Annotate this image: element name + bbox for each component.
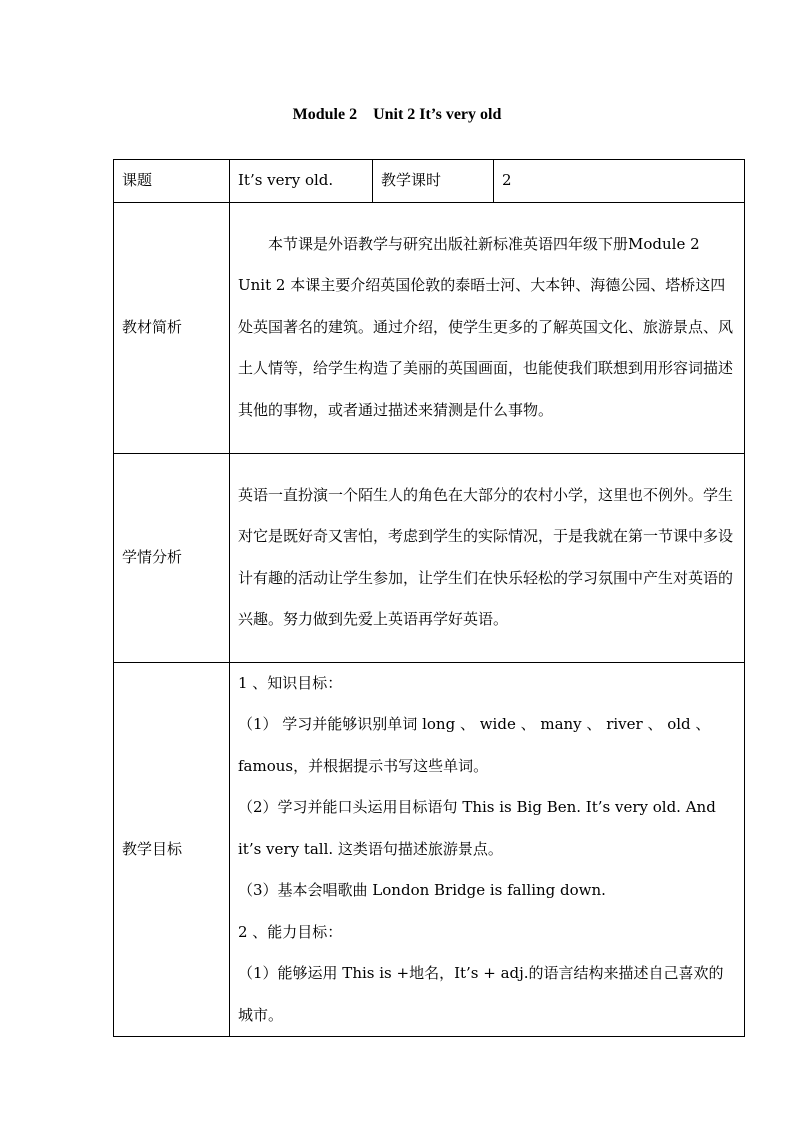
hours-value: 2 [494, 160, 745, 203]
table-row-teaching-goals [114, 662, 745, 1037]
learner-analysis-cell [230, 453, 745, 662]
goal-line: 1 、知识目标： [238, 673, 343, 692]
topic-value: It’s very old. [230, 160, 373, 203]
hours-label: 教学课时 [373, 160, 494, 203]
document-title: Module 2 Unit 2 It’s very old [292, 106, 502, 123]
table-row-learner-analysis [114, 453, 745, 662]
learner-analysis-label: 学情分析 [114, 453, 230, 662]
textbook-analysis-label: 教材简析 [114, 202, 230, 453]
learner-analysis-text: 英语一直扮演一个陌生人的角色在大部分的农村小学，这里也不例外。学生对它是既好奇又害怕，考虑到学生的实际情况，于是我就在第一节课中多设计有趣的活动让学生参加，让学生们在快乐轻松的学习氛围中产生对英语的兴趣。努力做到先爱上英语再学好英语。 [238, 485, 734, 628]
goal-line: （3）基本会唱歌曲 London Bridge is falling down. [238, 881, 606, 899]
goal-line: 2 、能力目标： [238, 922, 343, 941]
topic-label: 课题 [114, 160, 230, 203]
goal-line: （2）学习并能口头运用目标语句 This is Big Ben. It’s very old. And it’s very tall. 这类语句描述旅游景点。 [238, 798, 716, 858]
textbook-analysis-text: 本节课是外语教学与研究出版社新标准英语四年级下册Module 2 Unit 2 本课主要介绍英国伦敦的泰晤士河、大本钟、海德公园、塔桥这四处英国著名的建筑。通过介绍，使学生更多的了解英国文化、旅游景点、风土人情等，给学生构造了美丽的英国画面，也能使我们联想到用形容词描述其他的事物，或者通过描述来猜测是什么事物。 [238, 234, 734, 419]
table-row-topic [114, 160, 745, 203]
textbook-analysis-cell [230, 202, 745, 453]
table-row-textbook-analysis [114, 202, 745, 453]
teaching-goals-cell [230, 662, 745, 1037]
goal-line: （1） 学习并能够识别单词 long 、 wide 、 many 、 river 、 old 、famous，并根据提示书写这些单词。 [238, 715, 711, 775]
lesson-plan-table [113, 159, 745, 1037]
goal-line: （1）能够运用 This is +地名，It’s + adj.的语言结构来描述自己喜欢的城市。 [238, 964, 724, 1024]
teaching-goals-label: 教学目标 [114, 662, 230, 1037]
